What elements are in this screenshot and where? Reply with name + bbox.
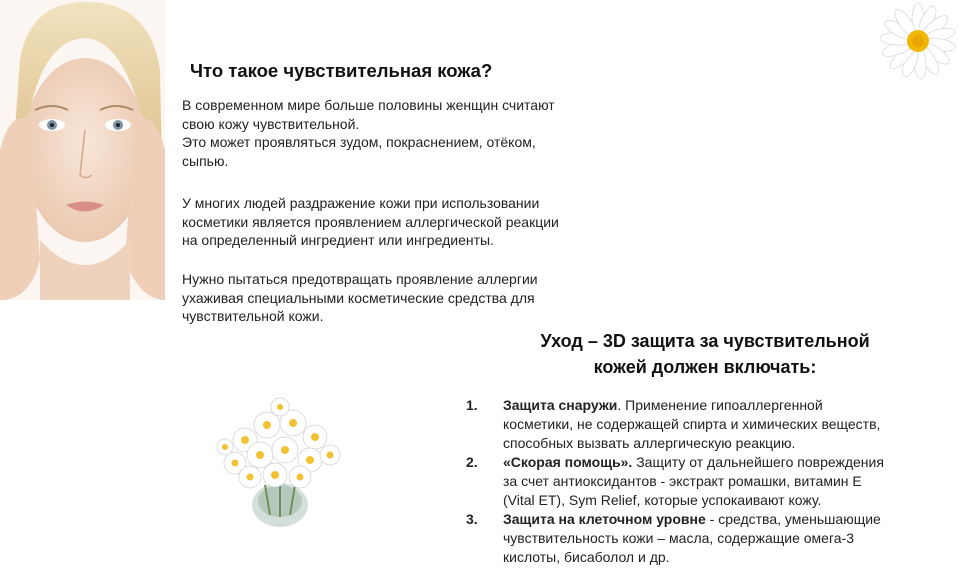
woman-face-photo — [0, 0, 165, 300]
page-title: Что такое чувствительная кожа? — [190, 60, 493, 81]
paragraph-line: В современном мире больше половины женщин считают — [182, 97, 555, 113]
paragraph-line: свою кожу чувствительной. — [182, 115, 360, 132]
paragraph-line: ухаживая специальными косметические средства для — [182, 289, 535, 306]
paragraph-line: на определенный ингредиент или ингредиенты. — [182, 232, 494, 249]
paragraph-line: Нужно пытаться предотвращать проявление аллергии — [182, 271, 538, 287]
intro-paragraph-3 — [182, 270, 632, 326]
subtitle-line: кожей должен включать: — [593, 357, 817, 377]
paragraph-line: Это может проявляться зудом, покраснением, отёком, — [182, 134, 536, 151]
list-number: 2. — [466, 454, 478, 470]
intro-paragraph-2 — [182, 194, 632, 250]
list-line — [503, 510, 956, 529]
list-item-text: . Применение гипоаллергенной — [617, 397, 823, 413]
list-line — [503, 453, 956, 472]
chamomile-flower — [878, 2, 958, 80]
subtitle-line: Уход – 3D защита за чувствительной — [540, 331, 870, 351]
care-subtitle — [480, 328, 930, 380]
list-item-heading: «Скорая помощь». — [503, 454, 633, 470]
list-item — [466, 396, 956, 453]
list-item-text: - средства, уменьшающие — [705, 511, 881, 527]
list-line: косметики, не содержащей спирта и химических веществ, — [503, 416, 881, 432]
list-line: кислоты, бисаболол и др. — [503, 549, 670, 565]
list-item-heading: Защита снаружи — [503, 397, 618, 413]
list-line: за счет антиоксидантов - экстракт ромашки, витамин Е — [503, 473, 862, 489]
paragraph-line: сыпью. — [182, 152, 229, 169]
protection-list — [466, 396, 956, 567]
paragraph-line: косметики является проявлением аллергической реакции — [182, 213, 559, 230]
list-item-heading: Защита на клеточном уровне — [503, 511, 706, 527]
intro-paragraph-1 — [182, 96, 632, 170]
list-line: способных вызвать аллергическую реакцию. — [503, 435, 796, 451]
chamomile-bouquet-vase — [205, 395, 355, 530]
list-item — [466, 510, 956, 567]
list-item-text: Защиту от дальнейшего повреждения — [632, 454, 884, 470]
list-number: 1. — [466, 397, 478, 413]
list-number: 3. — [466, 511, 478, 527]
list-line — [503, 396, 956, 415]
list-line: (Vital ET), Sym Relief, которые успокаивают кожу. — [503, 492, 822, 508]
list-item — [466, 453, 956, 510]
paragraph-line: У многих людей раздражение кожи при использовании — [182, 195, 540, 211]
paragraph-line: чувствительной кожи. — [182, 308, 324, 325]
list-line: чувствительность кожи – масла, содержащие омега-3 — [503, 530, 854, 546]
